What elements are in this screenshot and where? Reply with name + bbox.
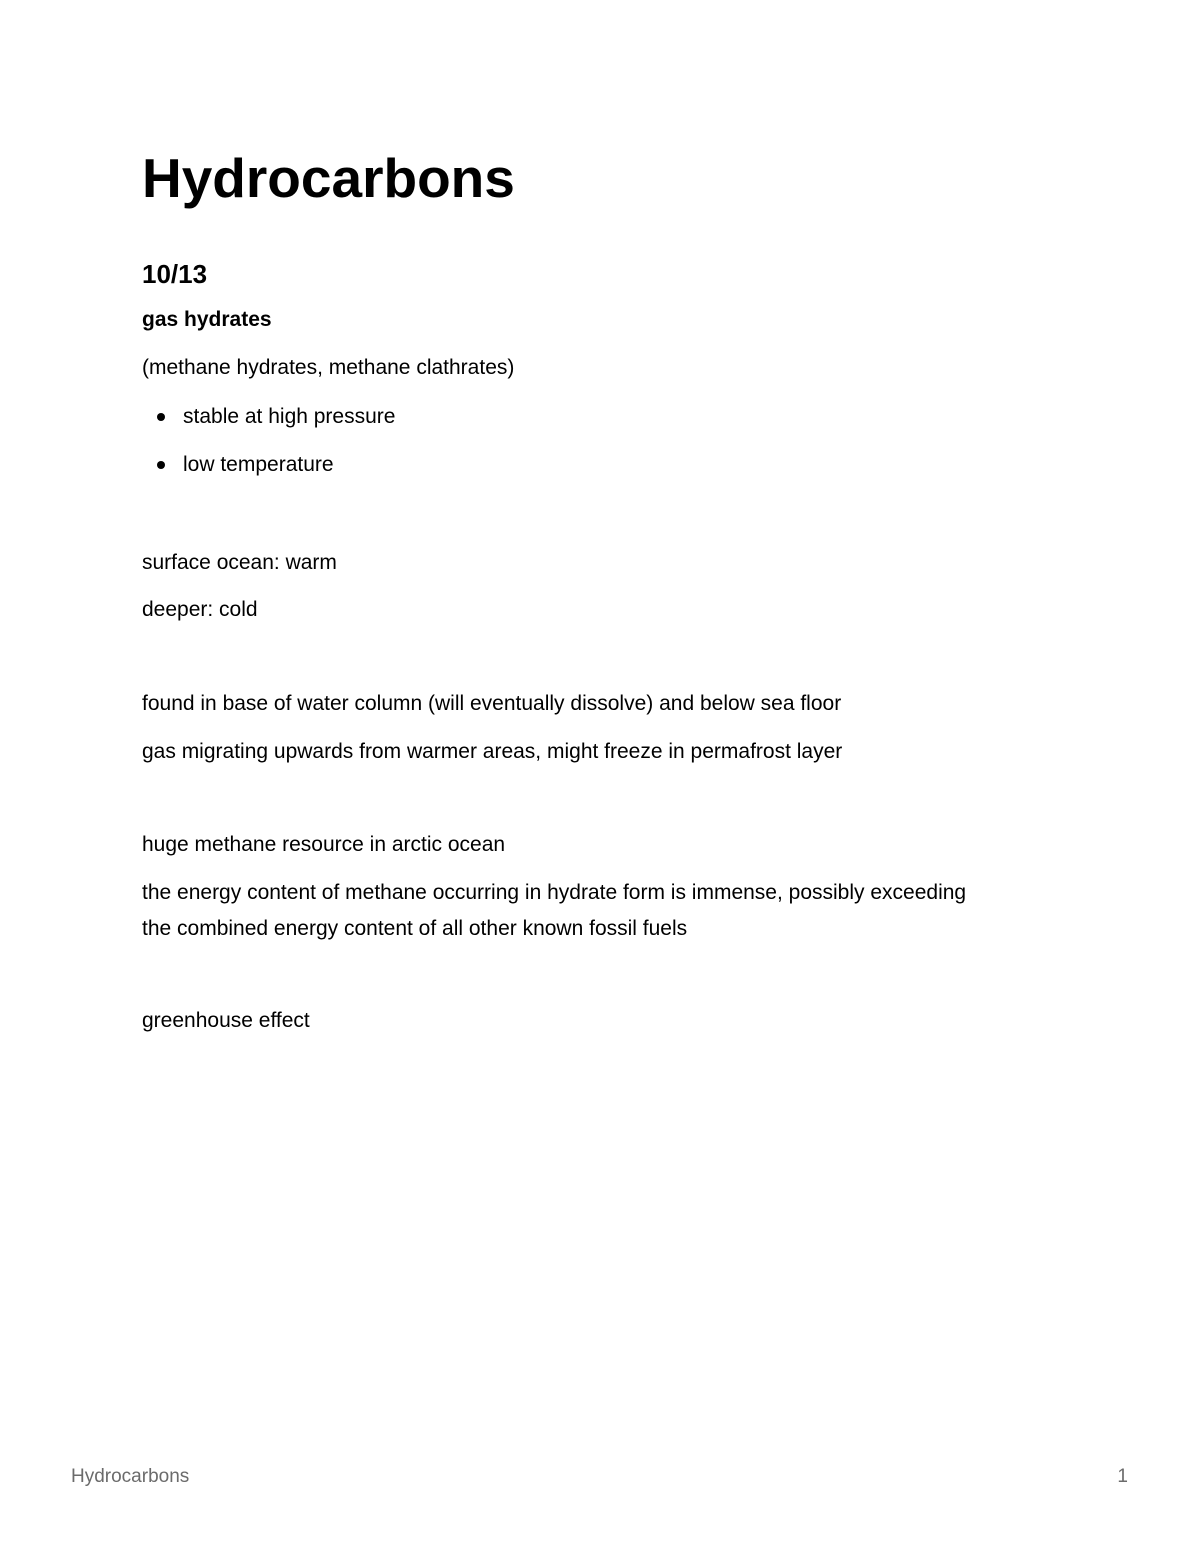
aliases-paragraph: (methane hydrates, methane clathrates) <box>142 356 515 379</box>
bullet-icon <box>157 461 165 469</box>
paragraph: the energy content of methane occurring in hydrate form is immense, possibly exceeding the combined energy content of all other known fossil fuels <box>142 881 967 940</box>
paragraph: surface ocean: warm <box>142 551 337 574</box>
page-number: 1 <box>1117 1466 1128 1487</box>
bullet-text: low temperature <box>183 453 334 476</box>
document-title: Hydrocarbons <box>142 147 515 209</box>
section-subheading: gas hydrates <box>142 308 272 331</box>
paragraph: greenhouse effect <box>142 1009 310 1032</box>
bullet-icon <box>157 413 165 421</box>
paragraph: gas migrating upwards from warmer areas, might freeze in permafrost layer <box>142 740 843 763</box>
paragraph: found in base of water column (will eventually dissolve) and below sea floor <box>142 692 842 715</box>
bullet-text: stable at high pressure <box>183 405 396 428</box>
date-heading: 10/13 <box>142 259 208 289</box>
paragraph: deeper: cold <box>142 598 258 621</box>
footer-title: Hydrocarbons <box>71 1466 190 1487</box>
paragraph: huge methane resource in arctic ocean <box>142 833 506 856</box>
